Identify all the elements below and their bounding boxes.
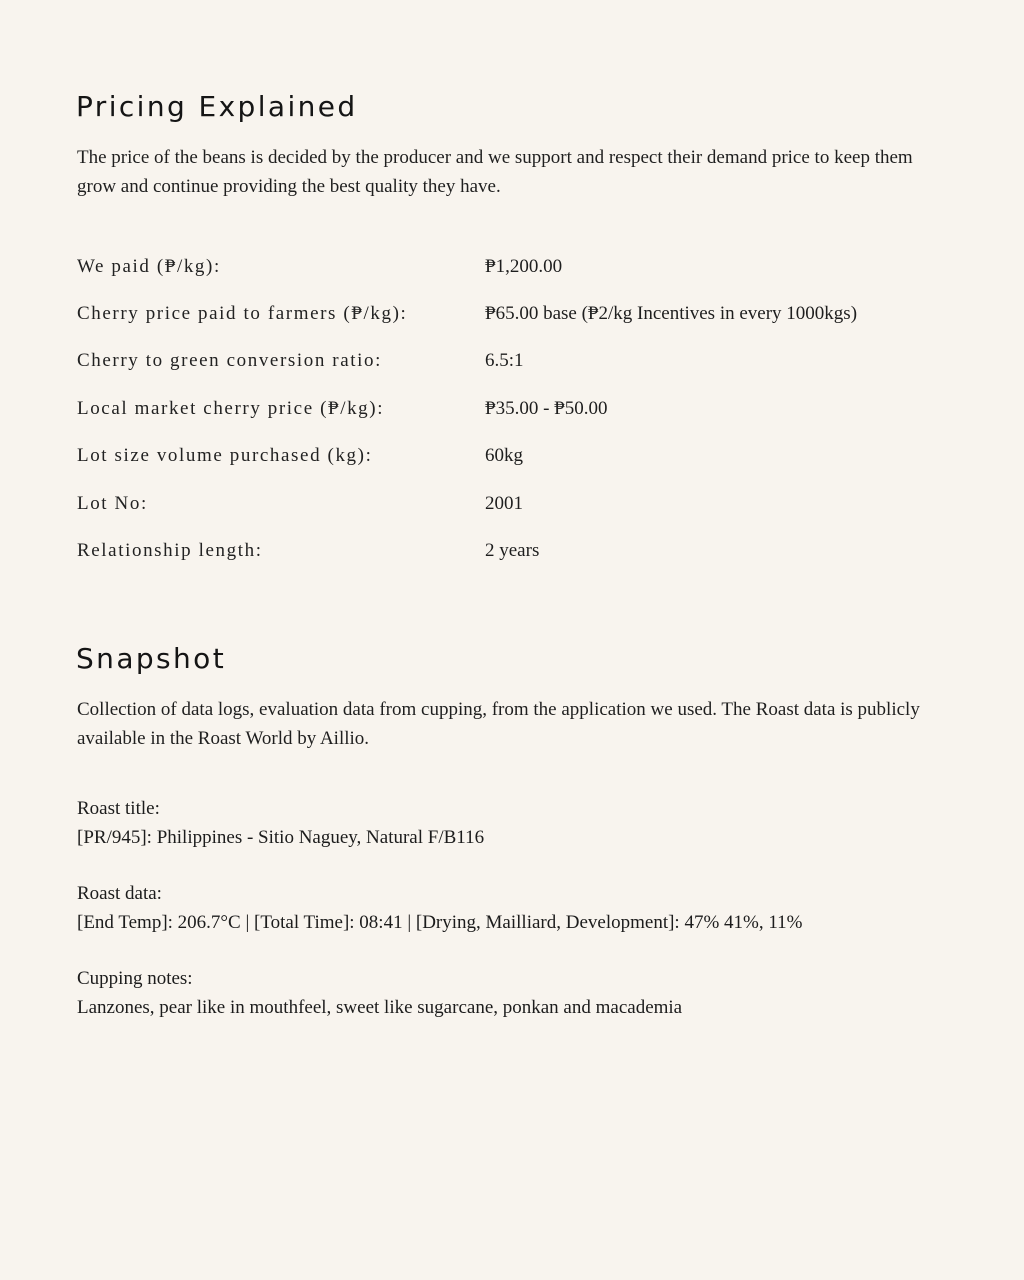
pricing-label: We paid (₱/kg): xyxy=(77,255,221,277)
cupping-notes-block xyxy=(77,965,956,1022)
snapshot-details xyxy=(77,795,956,1022)
snapshot-intro: Collection of data logs, evaluation data from cupping, from the application we used. The Roast data is publicly available in the Roast World by Aillio. xyxy=(77,699,920,749)
pricing-label: Relationship length: xyxy=(77,540,263,562)
snapshot-title: Snapshot xyxy=(76,642,227,675)
pricing-label: Cherry price paid to farmers (₱/kg): xyxy=(77,303,408,325)
pricing-value: 2 years xyxy=(485,540,540,562)
cupping-notes-value: Lanzones, pear like in mouthfeel, sweet like sugarcane, ponkan and macademia xyxy=(77,996,683,1018)
pricing-title: Pricing Explained xyxy=(76,90,358,123)
pricing-row-conversion-ratio xyxy=(76,338,857,385)
pricing-row-lot-size xyxy=(76,433,857,480)
pricing-value: 6.5:1 xyxy=(485,350,524,372)
roast-data-value: [End Temp]: 206.7°C | [Total Time]: 08:41 | [Drying, Mailliard, Development]: 47% 41%, 11% xyxy=(77,911,803,933)
pricing-row-local-market xyxy=(76,385,857,432)
pricing-intro: The price of the beans is decided by the producer and we support and respect their demand price to keep them grow and continue providing the best quality they have. xyxy=(77,147,913,197)
pricing-value: ₱1,200.00 xyxy=(485,255,563,277)
roast-title-block xyxy=(77,795,956,852)
pricing-row-lot-no xyxy=(76,480,857,527)
pricing-row-relationship xyxy=(76,527,857,574)
pricing-value: 2001 xyxy=(485,492,523,514)
pricing-value: ₱65.00 base (₱2/kg Incentives in every 1000kgs) xyxy=(485,303,858,325)
pricing-row-we-paid xyxy=(76,243,857,290)
pricing-label: Lot No: xyxy=(77,492,148,514)
snapshot-section xyxy=(76,640,956,1050)
pricing-row-cherry-price xyxy=(76,290,857,337)
pricing-value: ₱35.00 - ₱50.00 xyxy=(485,397,608,419)
pricing-section xyxy=(76,88,956,575)
roast-title-label: Roast title: xyxy=(77,798,160,819)
pricing-value: 60kg xyxy=(485,445,523,467)
pricing-table xyxy=(76,243,857,575)
pricing-label: Lot size volume purchased (kg): xyxy=(77,445,373,467)
roast-data-label: Roast data: xyxy=(77,883,162,904)
pricing-label: Local market cherry price (₱/kg): xyxy=(77,397,385,419)
cupping-notes-label: Cupping notes: xyxy=(77,968,193,989)
pricing-label: Cherry to green conversion ratio: xyxy=(77,350,382,372)
roast-data-block xyxy=(77,880,956,937)
roast-title-value: [PR/945]: Philippines - Sitio Naguey, Natural F/B116 xyxy=(77,826,485,848)
